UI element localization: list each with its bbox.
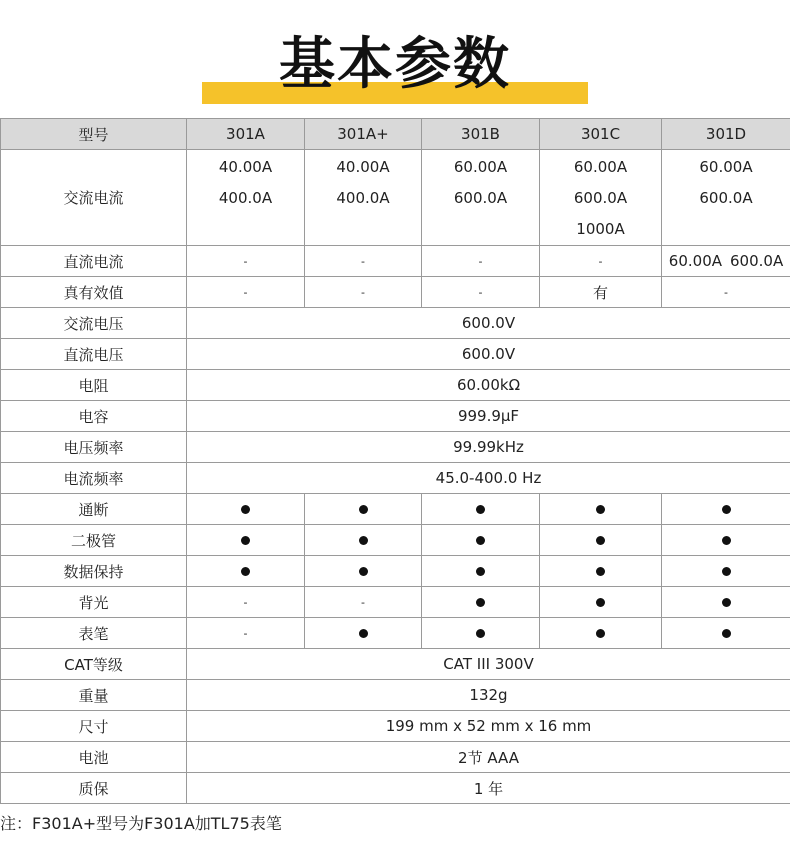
diode-301a xyxy=(187,525,305,556)
ac-current-301a xyxy=(187,150,305,246)
true-rms-301c: 有 xyxy=(540,277,662,308)
table-row-weight xyxy=(1,680,790,711)
true-rms-301a: - xyxy=(187,277,305,308)
battery-value: 2节 AAA xyxy=(187,742,790,773)
row-label: 电阻 xyxy=(1,370,187,401)
bullet-icon xyxy=(476,505,485,514)
row-label: 重量 xyxy=(1,680,187,711)
row-label: 二极管 xyxy=(1,525,187,556)
bullet-icon xyxy=(476,536,485,545)
cell-value: 1000A xyxy=(576,220,625,238)
bullet-icon xyxy=(596,505,605,514)
table-row-capacitance xyxy=(1,401,790,432)
cell-value: 600.0A xyxy=(573,189,628,207)
ac-current-301d xyxy=(662,150,790,246)
continuity-301d xyxy=(662,494,790,525)
dc-current-301a-plus: - xyxy=(305,246,422,277)
table-row-backlight xyxy=(1,587,790,618)
current-freq-value: 45.0-400.0 Hz xyxy=(187,463,790,494)
bullet-icon xyxy=(596,598,605,607)
row-label: 交流电压 xyxy=(1,308,187,339)
continuity-301a xyxy=(187,494,305,525)
test-leads-301a: - xyxy=(187,618,305,649)
diode-301c xyxy=(540,525,662,556)
capacitance-value: 999.9μF xyxy=(187,401,790,432)
table-row-voltage-freq xyxy=(1,432,790,463)
data-hold-301c xyxy=(540,556,662,587)
row-label: 背光 xyxy=(1,587,187,618)
model-301c: 301C xyxy=(540,119,662,150)
cell-value: 60.00A xyxy=(453,158,508,176)
cat-value: CAT III 300V xyxy=(187,649,790,680)
table-row-size xyxy=(1,711,790,742)
table-row-ac-current xyxy=(1,150,790,246)
backlight-301d xyxy=(662,587,790,618)
model-301a-plus: 301A+ xyxy=(305,119,422,150)
size-value: 199 mm x 52 mm x 16 mm xyxy=(187,711,790,742)
row-label: 电容 xyxy=(1,401,187,432)
data-hold-301a-plus xyxy=(305,556,422,587)
table-row-cat xyxy=(1,649,790,680)
table-row-test-leads xyxy=(1,618,790,649)
bullet-icon xyxy=(359,536,368,545)
spec-table xyxy=(0,118,790,804)
test-leads-301d xyxy=(662,618,790,649)
warranty-value: 1 年 xyxy=(187,773,790,804)
table-header-row xyxy=(1,119,790,150)
backlight-301a: - xyxy=(187,587,305,618)
page-title: 基本参数 xyxy=(279,32,511,97)
bullet-icon xyxy=(596,629,605,638)
row-label: 电池 xyxy=(1,742,187,773)
dc-current-301c: - xyxy=(540,246,662,277)
bullet-icon xyxy=(722,536,731,545)
cell-value: 600.0A xyxy=(699,189,753,207)
data-hold-301b xyxy=(422,556,540,587)
diode-301a-plus xyxy=(305,525,422,556)
row-label: CAT等级 xyxy=(1,649,187,680)
dc-current-301b: - xyxy=(422,246,540,277)
table-row-current-freq xyxy=(1,463,790,494)
cell-value: 400.0A xyxy=(218,189,273,207)
model-301b: 301B xyxy=(422,119,540,150)
bullet-icon xyxy=(722,567,731,576)
bullet-icon xyxy=(476,629,485,638)
cell-value: 60.00A xyxy=(573,158,628,176)
data-hold-301d xyxy=(662,556,790,587)
model-301a: 301A xyxy=(187,119,305,150)
ac-voltage-value: 600.0V xyxy=(187,308,790,339)
cell-value: 60.00A xyxy=(699,158,753,176)
dc-current-301a: - xyxy=(187,246,305,277)
resistance-value: 60.00kΩ xyxy=(187,370,790,401)
table-row-resistance xyxy=(1,370,790,401)
bullet-icon xyxy=(359,567,368,576)
bullet-icon xyxy=(241,505,250,514)
true-rms-301d: - xyxy=(662,277,790,308)
bullet-icon xyxy=(722,598,731,607)
bullet-icon xyxy=(722,629,731,638)
cell-value: 600.0A xyxy=(730,252,784,270)
continuity-301a-plus xyxy=(305,494,422,525)
row-label: 质保 xyxy=(1,773,187,804)
row-label: 电流频率 xyxy=(1,463,187,494)
row-label: 真有效值 xyxy=(1,277,187,308)
table-row-diode xyxy=(1,525,790,556)
table-row-dc-voltage xyxy=(1,339,790,370)
cell-value: 40.00A xyxy=(336,158,390,176)
table-row-dc-current xyxy=(1,246,790,277)
bullet-icon xyxy=(241,536,250,545)
bullet-icon xyxy=(476,567,485,576)
test-leads-301a-plus xyxy=(305,618,422,649)
ac-current-301a-plus xyxy=(305,150,422,246)
table-row-data-hold xyxy=(1,556,790,587)
table-row-continuity xyxy=(1,494,790,525)
cell-value: 400.0A xyxy=(336,189,390,207)
ac-current-301c xyxy=(540,150,662,246)
backlight-301c xyxy=(540,587,662,618)
bullet-icon xyxy=(596,536,605,545)
row-label: 交流电流 xyxy=(1,150,187,246)
cell-value: 40.00A xyxy=(218,158,273,176)
test-leads-301b xyxy=(422,618,540,649)
cell-value: 600.0A xyxy=(453,189,508,207)
table-row-warranty xyxy=(1,773,790,804)
bullet-icon xyxy=(359,629,368,638)
row-label: 尺寸 xyxy=(1,711,187,742)
continuity-301b xyxy=(422,494,540,525)
table-row-true-rms xyxy=(1,277,790,308)
weight-value: 132g xyxy=(187,680,790,711)
true-rms-301b: - xyxy=(422,277,540,308)
title-area xyxy=(0,0,790,118)
test-leads-301c xyxy=(540,618,662,649)
footnote: 注：F301A+型号为F301A加TL75表笔 xyxy=(0,814,282,833)
bullet-icon xyxy=(241,567,250,576)
ac-current-301b xyxy=(422,150,540,246)
header-label: 型号 xyxy=(1,119,187,150)
voltage-freq-value: 99.99kHz xyxy=(187,432,790,463)
backlight-301b xyxy=(422,587,540,618)
diode-301d xyxy=(662,525,790,556)
diode-301b xyxy=(422,525,540,556)
row-label: 直流电压 xyxy=(1,339,187,370)
dc-voltage-value: 600.0V xyxy=(187,339,790,370)
cell-value: 60.00A xyxy=(668,252,722,270)
bullet-icon xyxy=(722,505,731,514)
bullet-icon xyxy=(359,505,368,514)
table-row-ac-voltage xyxy=(1,308,790,339)
row-label: 数据保持 xyxy=(1,556,187,587)
true-rms-301a-plus: - xyxy=(305,277,422,308)
row-label: 通断 xyxy=(1,494,187,525)
model-301d: 301D xyxy=(662,119,790,150)
continuity-301c xyxy=(540,494,662,525)
row-label: 电压频率 xyxy=(1,432,187,463)
dc-current-301d xyxy=(662,246,790,277)
table-row-battery xyxy=(1,742,790,773)
row-label: 表笔 xyxy=(1,618,187,649)
row-label: 直流电流 xyxy=(1,246,187,277)
bullet-icon xyxy=(596,567,605,576)
data-hold-301a xyxy=(187,556,305,587)
bullet-icon xyxy=(476,598,485,607)
backlight-301a-plus: - xyxy=(305,587,422,618)
